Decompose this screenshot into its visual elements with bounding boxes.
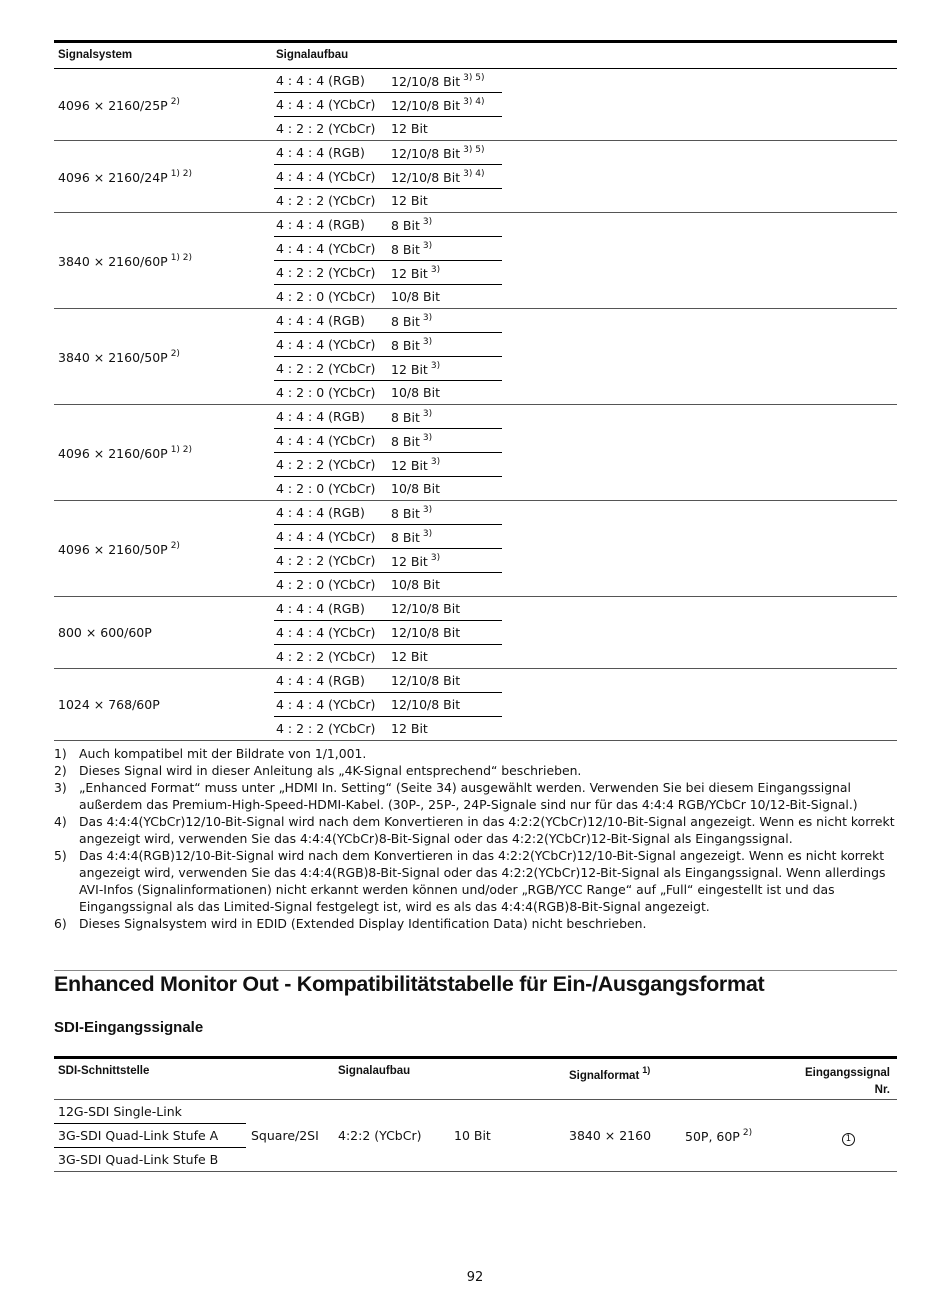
signal-structure-row bbox=[274, 669, 502, 693]
sampling-format: 4 : 2 : 2 (YCbCr) bbox=[276, 649, 376, 664]
sampling-format: 4 : 4 : 4 (RGB) bbox=[276, 217, 365, 232]
table-header bbox=[54, 43, 897, 69]
sampling-format: 4 : 2 : 2 (YCbCr) bbox=[276, 553, 376, 568]
signal-system-label: 4096 × 2160/24P $^{1) 2)}$ bbox=[58, 168, 193, 185]
bit-depth: 8 Bit $^{3)}$ bbox=[391, 433, 433, 449]
signal-structure-row bbox=[274, 165, 502, 189]
interface-12g-single-link: 12G-SDI Single-Link bbox=[54, 1100, 246, 1124]
sampling-format: 4 : 4 : 4 (RGB) bbox=[276, 601, 365, 616]
bit-depth: 12 Bit bbox=[391, 193, 428, 208]
header-signal-structure: Signalaufbau bbox=[276, 49, 349, 61]
signal-system-label: 800 × 600/60P bbox=[58, 624, 152, 640]
bit-depth: 8 Bit $^{3)}$ bbox=[391, 217, 433, 233]
table-row bbox=[54, 1100, 897, 1172]
signal-system-label: 4096 × 2160/25P $^{2)}$ bbox=[58, 96, 180, 113]
sampling-format: 4 : 2 : 2 (YCbCr) bbox=[276, 265, 376, 280]
signal-structure-row bbox=[274, 213, 502, 237]
sampling-format: 4 : 2 : 2 (YCbCr) bbox=[276, 193, 376, 208]
footnote-item: 1) Auch kompatibel mit der Bildrate von 1/1,001. bbox=[54, 746, 367, 761]
bit-depth: 10/8 Bit bbox=[391, 385, 440, 400]
sampling-format: 4 : 4 : 4 (RGB) bbox=[276, 505, 365, 520]
bit-depth: 10/8 Bit bbox=[391, 289, 440, 304]
signal-structure-row bbox=[274, 453, 502, 477]
signal-structure-row bbox=[274, 117, 502, 140]
sampling-format: 4 : 2 : 2 (YCbCr) bbox=[276, 121, 376, 136]
bit-depth: 8 Bit $^{3)}$ bbox=[391, 337, 433, 353]
signal-group bbox=[54, 141, 897, 213]
signal-system-table bbox=[54, 40, 897, 741]
signal-structure-row bbox=[274, 597, 502, 621]
sampling-format: 4 : 4 : 4 (YCbCr) bbox=[276, 529, 376, 544]
sampling-format: 4 : 4 : 4 (YCbCr) bbox=[276, 169, 376, 184]
footnote-item: 5) Das 4:4:4(RGB)12/10-Bit-Signal wird nach dem Konvertieren in das 4:2:2(YCbCr)12/10-Bit-Signal angezeigt. Wenn es nicht korrekt angezeigt wird, verwenden Sie das 4:4:4(RGB)8-Bit-Signal oder das 4:2:2(YCbCr)12-Bit-Signal als Eingangssignal. Wenn allerdings AVI-Infos (Signalinformationen) nicht erkannt werden können und/oder „RGB/YCC Range“ auf „Full“ eingestellt ist und das Eingangssignal als das Limited-Signal festgelegt ist, wird es als das 4:4:4(RGB)8-Bit-Signal angezeigt. bbox=[54, 848, 886, 914]
bit-depth: 12/10/8 Bit $^{3) 5)}$ bbox=[391, 73, 485, 89]
signal-structure-row bbox=[274, 189, 502, 212]
signal-system-label: 1024 × 768/60P bbox=[58, 696, 160, 712]
bit-depth: 10/8 Bit bbox=[391, 577, 440, 592]
sampling-value: 4:2:2 (YCbCr) bbox=[338, 1128, 422, 1143]
sampling-format: 4 : 4 : 4 (RGB) bbox=[276, 409, 365, 424]
sampling-format: 4 : 2 : 0 (YCbCr) bbox=[276, 289, 376, 304]
table-body bbox=[54, 69, 897, 741]
bit-depth: 10/8 Bit bbox=[391, 481, 440, 496]
footnote-item: 2) Dieses Signal wird in dieser Anleitung als „4K-Signal entsprechend“ beschrieben. bbox=[54, 763, 582, 778]
section-title: Enhanced Monitor Out - Kompatibilitätstabelle für Ein-/Ausgangsformat bbox=[54, 972, 765, 996]
signal-group bbox=[54, 405, 897, 501]
bit-depth: 12 Bit bbox=[391, 649, 428, 664]
sampling-format: 4 : 4 : 4 (RGB) bbox=[276, 313, 365, 328]
bit-depth: 8 Bit $^{3)}$ bbox=[391, 529, 433, 545]
sampling-format: 4 : 4 : 4 (RGB) bbox=[276, 673, 365, 688]
signal-structure-row bbox=[274, 549, 502, 573]
interface-3g-quad-link-a: 3G-SDI Quad-Link Stufe A bbox=[54, 1124, 246, 1148]
sampling-format: 4 : 2 : 0 (YCbCr) bbox=[276, 577, 376, 592]
bit-depth-value: 10 Bit bbox=[454, 1128, 491, 1143]
signal-structure-row bbox=[274, 69, 502, 93]
sampling-format: 4 : 4 : 4 (YCbCr) bbox=[276, 625, 376, 640]
sampling-format: 4 : 2 : 0 (YCbCr) bbox=[276, 481, 376, 496]
signal-group bbox=[54, 597, 897, 669]
sampling-format: 4 : 4 : 4 (YCbCr) bbox=[276, 337, 376, 352]
header-signal-system: Signalsystem bbox=[58, 49, 133, 61]
page-number: 92 bbox=[466, 1270, 484, 1285]
signal-structure-row bbox=[274, 93, 502, 117]
table-header bbox=[54, 1059, 897, 1100]
input-number-icon: 1 bbox=[842, 1129, 855, 1146]
bit-depth: 12 Bit bbox=[391, 121, 428, 136]
signal-structure-row bbox=[274, 141, 502, 165]
bit-depth: 8 Bit $^{3)}$ bbox=[391, 409, 433, 425]
signal-structure-row bbox=[274, 381, 502, 404]
sampling-format: 4 : 2 : 2 (YCbCr) bbox=[276, 361, 376, 376]
signal-system-label: 3840 × 2160/60P $^{1) 2)}$ bbox=[58, 252, 193, 269]
bit-depth: 12 Bit $^{3)}$ bbox=[391, 457, 441, 473]
signal-structure-row bbox=[274, 621, 502, 645]
sampling-format: 4 : 4 : 4 (YCbCr) bbox=[276, 241, 376, 256]
footnote-item: 3) „Enhanced Format“ muss unter „HDMI In. Setting“ (Seite 34) ausgewählt werden. Verwenden Sie bei diesem Eingangssignal außerdem das Premium-High-Speed-HDMI-Kabel. (30P-, 25P-, 24P-Signale sind nur für das 4:4:4 RGB/YCbCr 10/12-Bit-Signal.) bbox=[54, 780, 858, 812]
sampling-format: 4 : 4 : 4 (RGB) bbox=[276, 73, 365, 88]
footnote-item: 4) Das 4:4:4(YCbCr)12/10-Bit-Signal wird nach dem Konvertieren in das 4:2:2(YCbCr)12/10-Bit-Signal angezeigt. Wenn es nicht korrekt angezeigt wird, verwenden Sie das 4:4:4(YCbCr)8-Bit-Signal oder das 4:2:2(YCbCr)12-Bit-Signal als Eingangssignal. bbox=[54, 814, 895, 846]
sampling-format: 4 : 4 : 4 (RGB) bbox=[276, 145, 365, 160]
resolution-value: 3840 × 2160 bbox=[569, 1128, 652, 1143]
signal-system-label: 3840 × 2160/50P $^{2)}$ bbox=[58, 348, 180, 365]
sampling-format: 4 : 4 : 4 (YCbCr) bbox=[276, 97, 376, 112]
sampling-format: 4 : 4 : 4 (YCbCr) bbox=[276, 697, 376, 712]
signal-structure-row bbox=[274, 717, 502, 740]
signal-structure-row bbox=[274, 261, 502, 285]
signal-structure-row bbox=[274, 285, 502, 308]
signal-structure-row bbox=[274, 525, 502, 549]
bit-depth: 12 Bit $^{3)}$ bbox=[391, 553, 441, 569]
sdi-input-table bbox=[54, 1056, 897, 1172]
bit-depth: 8 Bit $^{3)}$ bbox=[391, 313, 433, 329]
bit-depth: 12 Bit bbox=[391, 721, 428, 736]
signal-structure-row bbox=[274, 237, 502, 261]
signal-structure-row bbox=[274, 357, 502, 381]
header-sdi-interface: SDI-Schnittstelle bbox=[58, 1065, 150, 1077]
bit-depth: 12/10/8 Bit bbox=[391, 697, 461, 712]
mode-value: Square/2SI bbox=[251, 1128, 319, 1143]
bit-depth: 12/10/8 Bit bbox=[391, 625, 461, 640]
signal-structure-row bbox=[274, 501, 502, 525]
signal-group bbox=[54, 501, 897, 597]
footnote-item: 6) Dieses Signalsystem wird in EDID (Extended Display Identification Data) nicht beschrieben. bbox=[54, 916, 647, 931]
signal-group bbox=[54, 69, 897, 141]
bit-depth: 12 Bit $^{3)}$ bbox=[391, 361, 441, 377]
signal-group bbox=[54, 213, 897, 309]
bit-depth: 12/10/8 Bit $^{3) 4)}$ bbox=[391, 97, 485, 113]
framerate-value: 50P, 60P $^{2)}$ bbox=[685, 1128, 753, 1144]
sampling-format: 4 : 2 : 2 (YCbCr) bbox=[276, 457, 376, 472]
signal-structure-row bbox=[274, 573, 502, 596]
sampling-format: 4 : 2 : 2 (YCbCr) bbox=[276, 721, 376, 736]
signal-structure-row bbox=[274, 333, 502, 357]
interface-3g-quad-link-b: 3G-SDI Quad-Link Stufe B bbox=[58, 1152, 219, 1167]
sampling-format: 4 : 4 : 4 (YCbCr) bbox=[276, 433, 376, 448]
header-input-signal-number: Eingangssignal Nr. bbox=[805, 1067, 890, 1096]
signal-system-label: 4096 × 2160/60P $^{1) 2)}$ bbox=[58, 444, 193, 461]
bit-depth: 12/10/8 Bit $^{3) 4)}$ bbox=[391, 169, 485, 185]
bit-depth: 12/10/8 Bit bbox=[391, 601, 461, 616]
bit-depth: 8 Bit $^{3)}$ bbox=[391, 505, 433, 521]
signal-structure-row bbox=[274, 405, 502, 429]
header-signal-format: Signalformat $^{1)}$ bbox=[569, 1065, 651, 1082]
subsection-title: SDI-Eingangssignale bbox=[54, 1019, 204, 1036]
footnotes bbox=[54, 745, 897, 932]
header-signal-structure: Signalaufbau bbox=[338, 1065, 411, 1077]
sampling-format: 4 : 2 : 0 (YCbCr) bbox=[276, 385, 376, 400]
bit-depth: 12/10/8 Bit bbox=[391, 673, 461, 688]
signal-structure-row bbox=[274, 309, 502, 333]
bit-depth: 8 Bit $^{3)}$ bbox=[391, 241, 433, 257]
signal-structure-row bbox=[274, 477, 502, 500]
signal-group bbox=[54, 309, 897, 405]
signal-structure-row bbox=[274, 645, 502, 668]
bit-depth: 12 Bit $^{3)}$ bbox=[391, 265, 441, 281]
signal-structure-row bbox=[274, 693, 502, 717]
section-divider bbox=[54, 970, 897, 971]
signal-structure-row bbox=[274, 429, 502, 453]
signal-group bbox=[54, 669, 897, 741]
bit-depth: 12/10/8 Bit $^{3) 5)}$ bbox=[391, 145, 485, 161]
signal-system-label: 4096 × 2160/50P $^{2)}$ bbox=[58, 540, 180, 557]
